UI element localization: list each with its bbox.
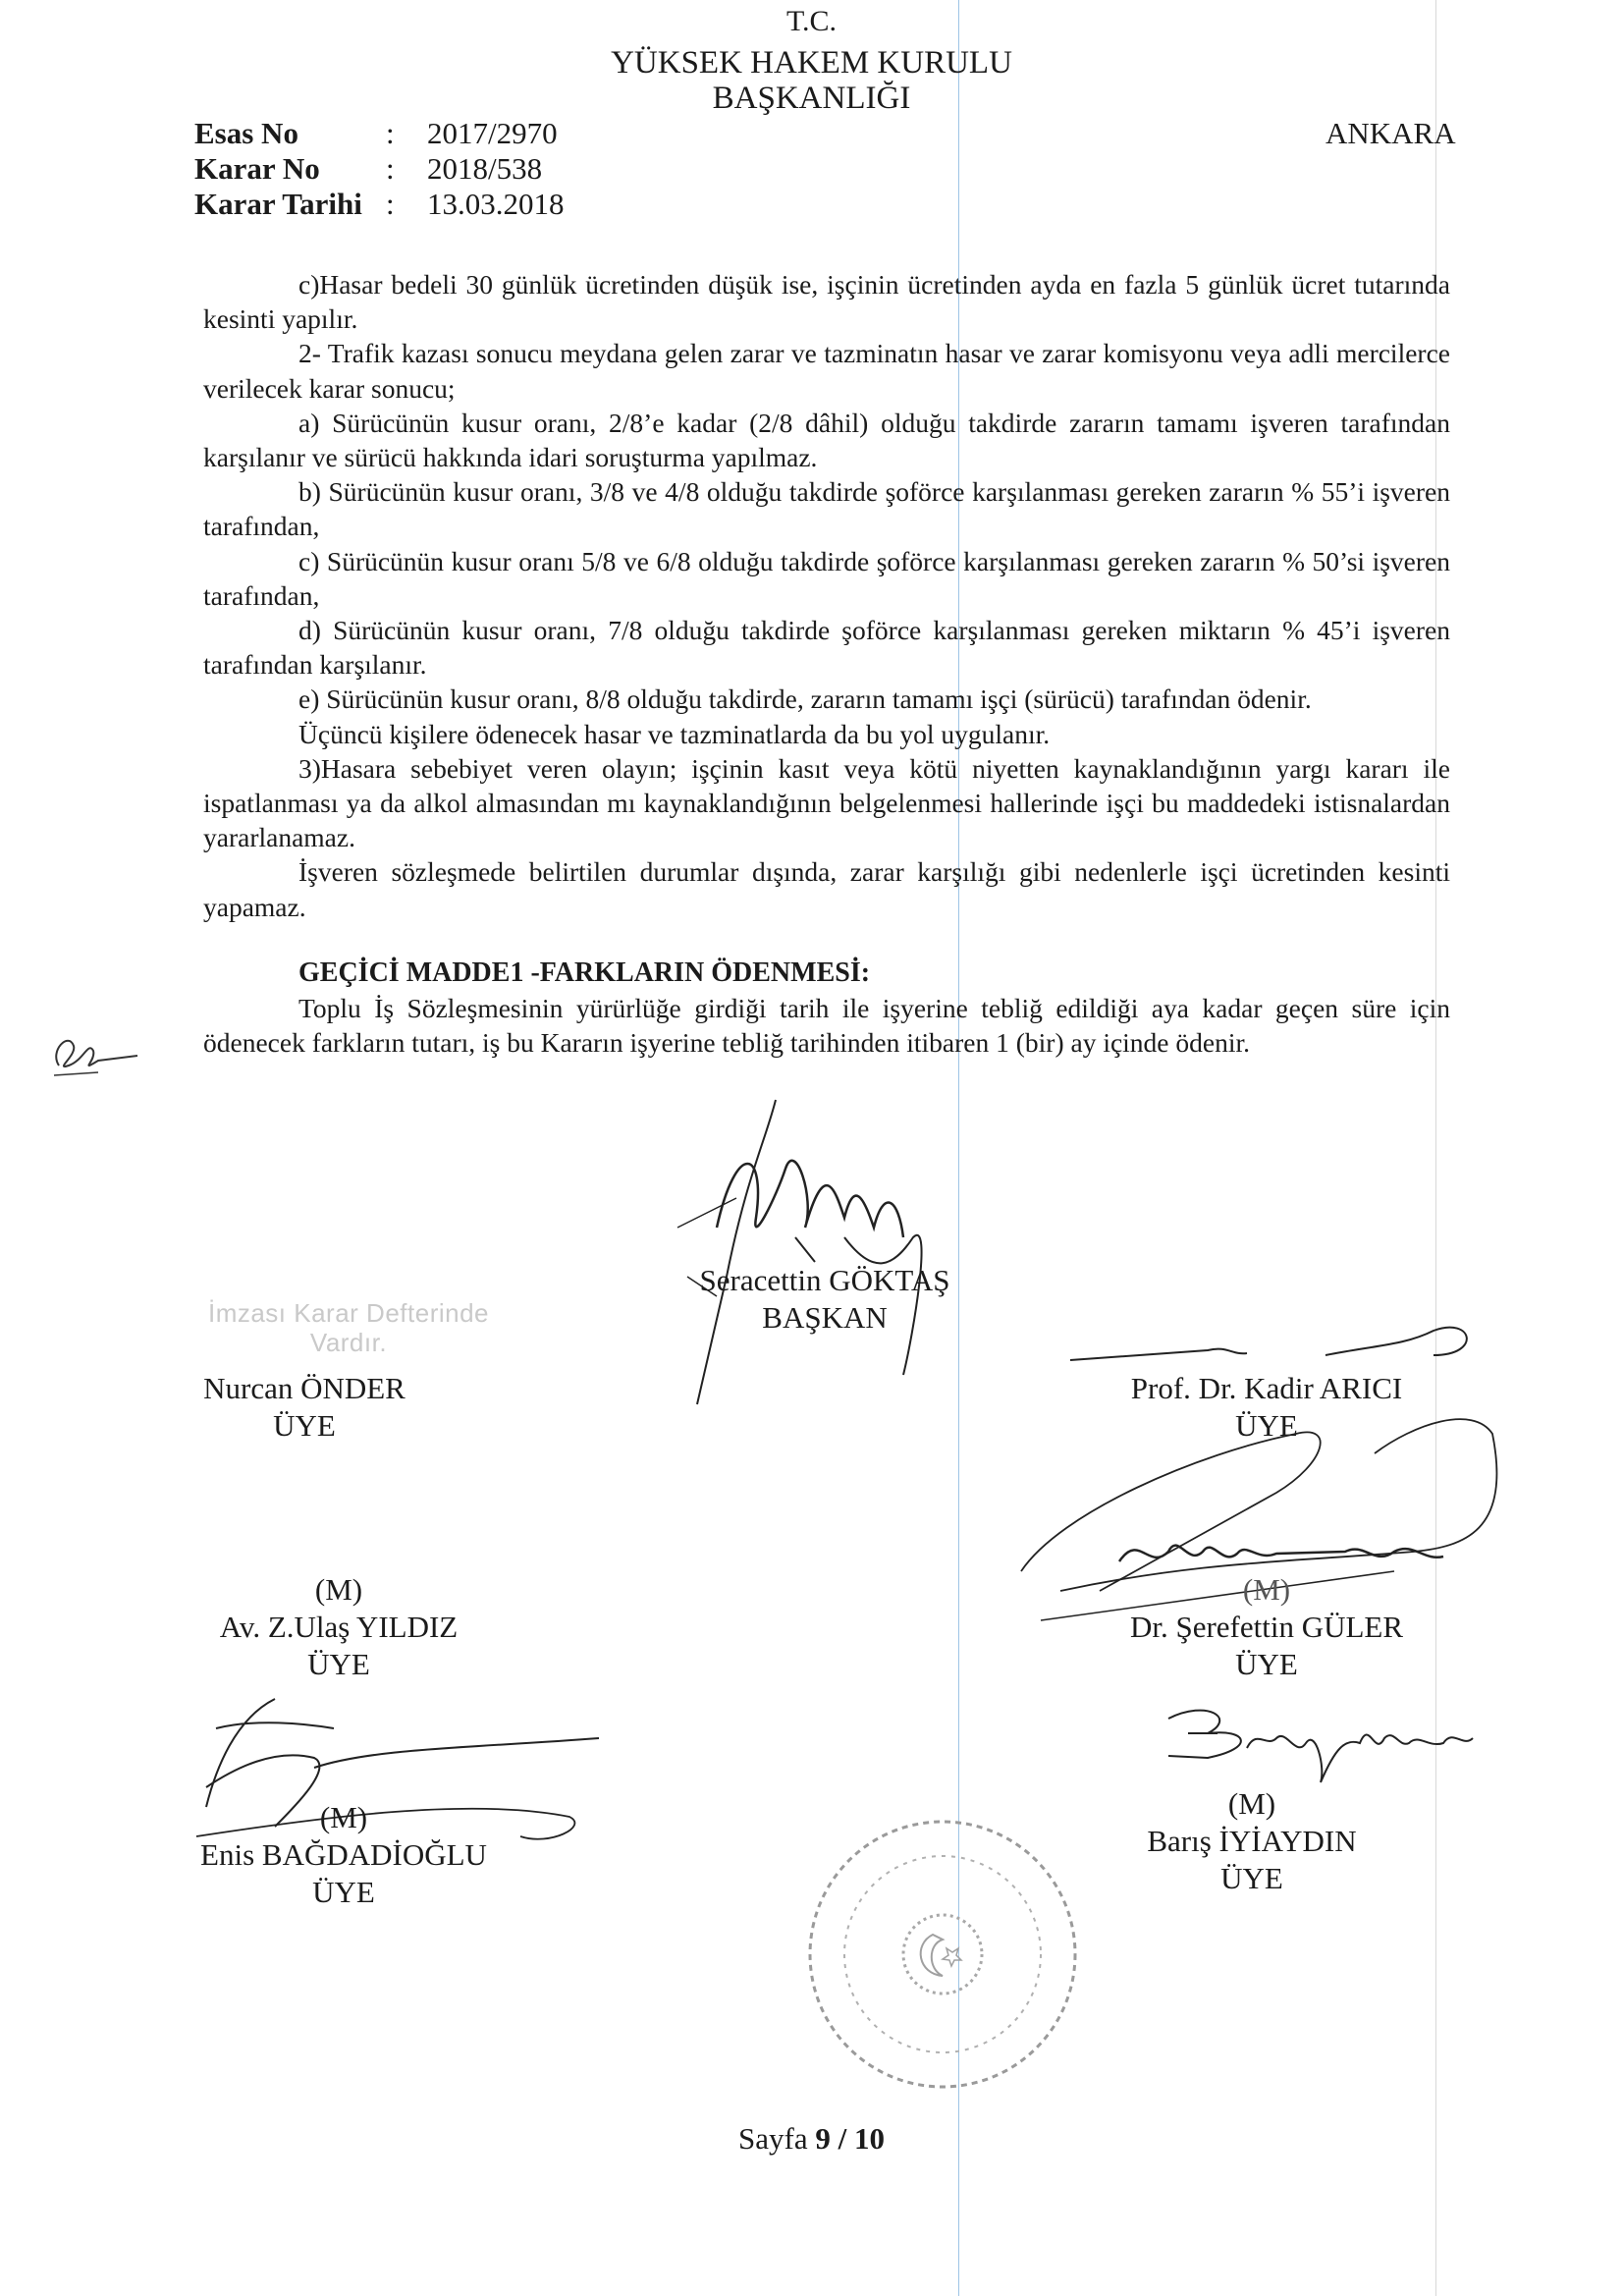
member-block-3 <box>182 1571 496 1683</box>
meta-row <box>194 151 565 187</box>
official-seal-stamp <box>795 1807 1090 2102</box>
member-mark: (M) <box>314 1572 363 1607</box>
paragraph: c) Sürücünün kusur oranı 5/8 ve 6/8 olduğu takdirde şoförce karşılanması gereken zararın % 50’si işveren tarafından, <box>203 545 1450 611</box>
member-role: ÜYE <box>307 1647 370 1681</box>
decision-body <box>203 267 1450 1060</box>
margin-initials-signature <box>39 1011 147 1090</box>
meta-value: 2017/2970 <box>427 116 558 150</box>
paragraph: Üçüncü kişilere ödenecek hasar ve tazminatlarda da bu yol uygulanır. <box>298 718 1051 749</box>
meta-label: Karar No <box>194 151 320 186</box>
case-meta <box>194 116 565 222</box>
meta-label: Esas No <box>194 116 298 150</box>
member-block-1 <box>157 1370 452 1445</box>
paragraph: d) Sürücünün kusur oranı, 7/8 olduğu takdirde şoförce karşılanması gereken miktarın % 45’i işveren tarafından karşılanır. <box>203 615 1450 681</box>
member-role: ÜYE <box>1220 1861 1283 1895</box>
member-block-5 <box>177 1799 511 1911</box>
signature-note-stamp: İmzası Karar Defterinde Vardır. <box>207 1298 490 1357</box>
member-role: ÜYE <box>312 1875 375 1909</box>
member-block-6 <box>1095 1785 1409 1897</box>
paragraph: a) Sürücünün kusur oranı, 2/8’e kadar (2/8 dâhil) olduğu takdirde zararın tamamı işveren tarafından karşılanır ve sürücü hakkında idari soruşturma yapılmaz. <box>203 407 1450 473</box>
president-block <box>668 1262 982 1337</box>
meta-sep: : <box>386 151 395 186</box>
member-mark: (M) <box>1227 1786 1276 1821</box>
member-role: ÜYE <box>1235 1408 1298 1443</box>
president-name: Seracettin GÖKTAŞ <box>699 1263 950 1297</box>
meta-sep: : <box>386 187 395 221</box>
member-role: ÜYE <box>273 1408 336 1443</box>
page-sep: / <box>838 2121 847 2156</box>
paragraph: İşveren sözleşmede belirtilen durumlar dışında, zarar karşılığı gibi nedenlerle işçi ücretinden kesinti yapamaz. <box>203 856 1450 922</box>
member-role: ÜYE <box>1235 1647 1298 1681</box>
president-role: BAŞKAN <box>762 1300 888 1335</box>
member-block-4 <box>1090 1571 1443 1683</box>
paragraph: b) Sürücünün kusur oranı, 3/8 ve 4/8 olduğu takdirde şoförce karşılanması gereken zararın % 55’i işveren tarafından, <box>203 476 1450 542</box>
header-institution: YÜKSEK HAKEM KURULU <box>611 45 1012 81</box>
page-current: 9 <box>815 2121 831 2156</box>
paragraph: 3)Hasara sebebiyet veren olayın; işçinin kasıt veya kötü niyetten kaynaklandığının yargı kararı ile ispatlanması ya da alkol almasından mı kaynaklandığının belgelenmesi hallerinde işçi bu maddedeki istisnalardan yararlanamaz. <box>203 752 1450 853</box>
meta-row <box>194 116 565 151</box>
member-name: Dr. Şerefettin GÜLER <box>1129 1610 1404 1644</box>
section-paragraph: Toplu İş Sözleşmesinin yürürlüğe girdiği tarih ile işyerine tebliğ edildiği aya kadar geçen süre için ödenecek farkların tutarı, iş bu Kararın işyerine tebliğ tarihinden itibaren 1 (bir) ay içinde ödenir. <box>203 992 1450 1059</box>
member-name: Nurcan ÖNDER <box>203 1371 406 1405</box>
city: ANKARA <box>1325 116 1456 150</box>
member-name: Barış İYİAYDIN <box>1147 1824 1357 1858</box>
meta-row <box>194 187 565 222</box>
paragraph: c)Hasar bedeli 30 günlük ücretinden düşük ise, işçinin ücretinden ayda en fazla 5 günlük ücret tutarında kesinti yapılır. <box>203 269 1450 335</box>
page-prefix: Sayfa <box>738 2121 808 2156</box>
paragraph: e) Sürücünün kusur oranı, 8/8 olduğu takdirde, zararın tamamı işçi (sürücü) tarafından ödenir. <box>298 683 1312 715</box>
member-name: Prof. Dr. Kadir ARICI <box>1130 1371 1403 1405</box>
header-department: BAŞKANLIĞI <box>712 81 911 116</box>
meta-sep: : <box>386 116 395 150</box>
page-number <box>0 2121 1623 2157</box>
member-mark: (M) <box>1242 1572 1291 1607</box>
member-signature-6 <box>1149 1689 1483 1797</box>
paragraph: 2- Trafik kazası sonucu meydana gelen zarar ve tazminatın hasar ve zarar komisyonu veya adli mercilerce verilecek karar sonucu; <box>203 338 1450 404</box>
meta-value: 2018/538 <box>427 151 543 186</box>
member-name: Enis BAĞDADİOĞLU <box>200 1837 487 1872</box>
meta-value: 13.03.2018 <box>427 187 565 221</box>
section-title: GEÇİCİ MADDE1 -FARKLARIN ÖDENMESİ: <box>298 957 871 988</box>
header-tc: T.C. <box>785 5 838 37</box>
page-total: 10 <box>853 2121 885 2156</box>
president-signature <box>619 1080 992 1414</box>
meta-label: Karar Tarihi <box>194 187 362 221</box>
member-mark: (M) <box>319 1800 368 1834</box>
member-name: Av. Z.Ulaş YILDIZ <box>219 1610 459 1644</box>
